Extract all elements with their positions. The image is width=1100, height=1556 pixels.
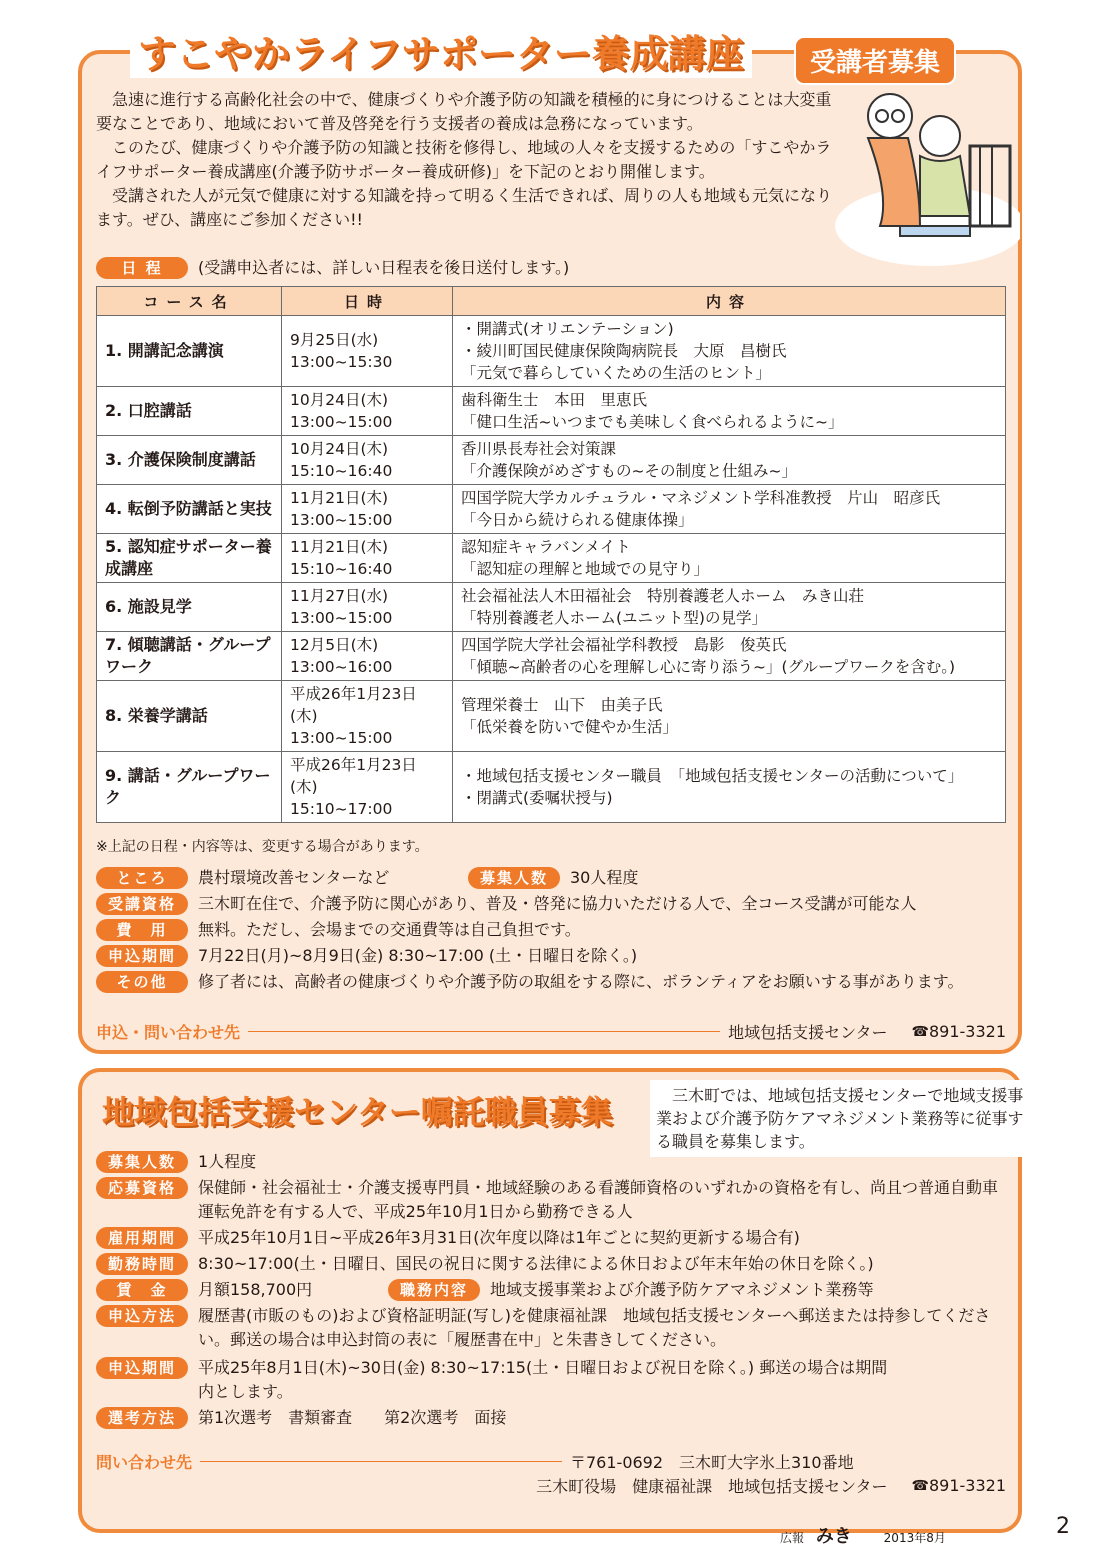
date-cell [282, 752, 453, 823]
detail-value: 8:30~17:00(土・日曜日、国民の祝日に関する法律による休日および年末年始の休日を除く。) [198, 1254, 874, 1273]
date-line: 15:10~16:40 [290, 462, 393, 480]
content-cell [453, 436, 1006, 485]
detail-row-fee [96, 918, 581, 942]
content-line: ・閉講式(委嘱状授与) [461, 789, 613, 807]
course-cell: 7. 傾聴講話・グループワーク [97, 632, 282, 681]
date-line: 13:00~15:30 [290, 353, 393, 371]
detail-label: 募集人数 [96, 1151, 188, 1173]
contact-label: 問い合わせ先 [96, 1453, 193, 1472]
section2-contact-org-line [96, 1474, 1006, 1497]
detail-row-qualification [96, 1176, 1006, 1224]
content-line: 「特別養護老人ホーム(ユニット型)の見学」 [461, 609, 767, 627]
content-line: 「今日から続けられる健康体操」 [461, 511, 694, 529]
table-header-row [97, 287, 1006, 316]
capacity-value: 30人程度 [570, 868, 639, 887]
date-cell [282, 534, 453, 583]
contact-tel: 891-3321 [928, 1476, 1006, 1495]
date-line: 11月21日(木) [290, 538, 389, 556]
date-line: 11月21日(木) [290, 489, 389, 507]
date-cell [282, 681, 453, 752]
intro-paragraph: 受講された人が元気で健康に対する知識を持って明るく生活できれば、周りの人も地域も元気になります。ぜひ、講座にご参加ください!! [96, 186, 833, 229]
detail-row-period [96, 944, 637, 968]
content-cell [453, 534, 1006, 583]
content-line: 歯科衛生士 本田 里恵氏 [461, 391, 648, 409]
contact-org: 地域包括支援センター [728, 1023, 888, 1042]
date-line: 13:00~15:00 [290, 413, 393, 431]
detail-row-wage [96, 1278, 874, 1302]
detail-value: 三木町在住で、介護予防に関心があり、普及・啓発に協力いただける人で、全コース受講が可能な人 [198, 894, 917, 913]
intro-paragraph: このたび、健康づくりや介護予防の知識と技術を修得し、地域の人々を支援するための「すこやかライフサポーター養成講座(介護予防サポーター養成研修)」を下記のとおり開催します。 [96, 138, 832, 181]
contact-tel: 891-3321 [928, 1022, 1006, 1041]
contact-org: 三木町役場 健康福祉課 地域包括支援センター [536, 1477, 888, 1496]
table-row [97, 387, 1006, 436]
date-line: 13:00~15:00 [290, 511, 393, 529]
date-line: 平成26年1月23日(木) [290, 756, 417, 796]
detail-value: 平成25年8月1日(木)~30日(金) 8:30~17:15(土・日曜日および祝日を除く。) 郵送の場合は期間内とします。 [198, 1358, 888, 1401]
detail-row-hours [96, 1252, 874, 1276]
duty-label: 職務内容 [388, 1279, 480, 1301]
detail-label: 勤務時間 [96, 1253, 188, 1275]
table-row [97, 436, 1006, 485]
content-cell [453, 485, 1006, 534]
column-header-content: 内容 [453, 287, 1006, 316]
date-line: 10月24日(木) [290, 440, 389, 458]
recruit-tag: 受講者募集 [794, 36, 956, 85]
detail-row-selection [96, 1406, 506, 1430]
content-line: ・開講式(オリエンテーション) [461, 320, 674, 338]
phone-icon: ☎ [911, 1023, 929, 1040]
detail-label: 選考方法 [96, 1407, 188, 1429]
detail-value: 無料。ただし、会場までの交通費等は自己負担です。 [198, 920, 581, 939]
date-cell [282, 316, 453, 387]
phone-icon: ☎ [911, 1477, 929, 1494]
capacity-label: 募集人数 [468, 867, 560, 889]
detail-row-place [96, 866, 638, 890]
course-cell: 5. 認知症サポーター養成講座 [97, 534, 282, 583]
footer-publication [780, 1522, 946, 1548]
section1-title: すこやかライフサポーター養成講座 [130, 30, 752, 78]
detail-value: 平成25年10月1日~平成26年3月31日(次年度以降は1年ごとに契約更新する場合有) [198, 1228, 800, 1247]
course-cell: 8. 栄養学講話 [97, 681, 282, 752]
detail-value: 7月22日(月)~8月9日(金) 8:30~17:00 (土・日曜日を除く。) [198, 946, 638, 965]
content-cell [453, 387, 1006, 436]
content-line: 管理栄養士 山下 由美子氏 [461, 696, 663, 714]
detail-value: 第1次選考 書類審査 第2次選考 面接 [198, 1408, 507, 1427]
content-line: 四国学院大学社会福祉学科教授 島影 俊英氏 [461, 636, 787, 654]
date-line: 15:10~16:40 [290, 560, 393, 578]
page-number: 2 [1056, 1514, 1070, 1539]
detail-row-application-period [96, 1356, 1006, 1404]
section1-contact [96, 1020, 1006, 1043]
content-line: 社会福祉法人木田福祉会 特別養護老人ホーム みき山荘 [461, 587, 865, 605]
date-line: 12月5日(木) [290, 636, 379, 654]
detail-label: 申込方法 [96, 1305, 188, 1327]
course-cell: 1. 開講記念講演 [97, 316, 282, 387]
section2-intro: 三木町では、地域包括支援センターで地域支援事業および介護予防ケアマネジメント業務等に従事する職員を募集します。 [650, 1080, 1032, 1157]
date-cell [282, 583, 453, 632]
date-cell [282, 632, 453, 681]
date-line: 13:00~15:00 [290, 729, 393, 747]
date-cell [282, 485, 453, 534]
course-cell: 4. 転倒予防講話と実技 [97, 485, 282, 534]
column-header-date: 日時 [282, 287, 453, 316]
contact-address: 〒761-0692 三木町大字氷上310番地 [570, 1453, 854, 1472]
content-cell [453, 583, 1006, 632]
content-line: 「元気で暮らしていくための生活のヒント」 [461, 364, 772, 382]
detail-row-other [96, 970, 963, 994]
content-line: 「傾聴~高齢者の心を理解し心に寄り添う~」(グループワークを含む。) [461, 658, 956, 676]
contact-label: 申込・問い合わせ先 [96, 1023, 241, 1042]
date-line: 15:10~17:00 [290, 800, 393, 818]
table-row [97, 316, 1006, 387]
content-line: 四国学院大学カルチュラル・マネジメント学科准教授 片山 昭彦氏 [461, 489, 941, 507]
detail-value: 修了者には、高齢者の健康づくりや介護予防の取組をする際に、ボランティアをお願いする事があります。 [198, 972, 964, 991]
date-line: 10月24日(木) [290, 391, 389, 409]
content-cell [453, 316, 1006, 387]
course-cell: 2. 口腔講話 [97, 387, 282, 436]
divider [200, 1461, 562, 1462]
detail-row-method [96, 1304, 1006, 1352]
caregiver-illustration [820, 76, 1020, 266]
detail-label: 応募資格 [96, 1177, 188, 1199]
divider [248, 1031, 720, 1032]
course-cell: 9. 講話・グループワーク [97, 752, 282, 823]
footer-logo: みき [815, 1526, 852, 1547]
table-row [97, 752, 1006, 823]
detail-value: 1人程度 [198, 1152, 257, 1171]
detail-label: 申込期間 [96, 1357, 188, 1379]
content-line: 「低栄養を防いで健やか生活」 [461, 718, 679, 736]
table-row [97, 485, 1006, 534]
detail-label: 受講資格 [96, 893, 188, 915]
schedule-note-footnote: ※上記の日程・内容等は、変更する場合があります。 [96, 839, 429, 855]
detail-row-employment [96, 1226, 800, 1250]
column-header-course: コース名 [97, 287, 282, 316]
course-cell: 6. 施設見学 [97, 583, 282, 632]
detail-label: 雇用期間 [96, 1227, 188, 1249]
content-line: 「健口生活~いつまでも美味しく食べられるように~」 [461, 413, 844, 431]
detail-value: 履歴書(市販のもの)および資格証明証(写し)を健康福祉課 地域包括支援センターへ郵送または持参してください。郵送の場合は申込封筒の表に「履歴書在中」と朱書きしてください。 [198, 1306, 991, 1349]
content-cell [453, 752, 1006, 823]
duty-value: 地域支援事業および介護予防ケアマネジメント業務等 [490, 1280, 874, 1299]
detail-label: 費 用 [96, 919, 188, 941]
content-line: 認知症キャラバンメイト [461, 538, 631, 556]
date-line: 9月25日(水) [290, 331, 379, 349]
content-line: 「介護保険がめざすもの~その制度と仕組み~」 [461, 462, 797, 480]
content-line: 香川県長寿社会対策課 [461, 440, 617, 458]
detail-value: 農村環境改善センターなど [198, 868, 390, 887]
table-row [97, 534, 1006, 583]
section2-contact [96, 1450, 1006, 1473]
content-line: ・綾川町国民健康保険陶病院長 大原 昌樹氏 [461, 342, 787, 360]
section1-intro [96, 88, 846, 232]
course-cell: 3. 介護保険制度講話 [97, 436, 282, 485]
detail-label: 申込期間 [96, 945, 188, 967]
content-cell [453, 632, 1006, 681]
date-line: 13:00~15:00 [290, 609, 393, 627]
date-cell [282, 436, 453, 485]
schedule-heading-row [96, 256, 569, 280]
table-row [97, 583, 1006, 632]
table-row [97, 681, 1006, 752]
footer-date: 2013年8月 [883, 1531, 946, 1545]
detail-value: 保健師・社会福祉士・介護支援専門員・地域経験のある看護師資格のいずれかの資格を有し、尚且つ普通自動車運転免許を有する人で、平成25年10月1日から勤務できる人 [198, 1178, 999, 1221]
date-line: 13:00~16:00 [290, 658, 393, 676]
schedule-note: (受講申込者には、詳しい日程表を後日送付します。) [198, 258, 570, 277]
footer-label: 広報 [780, 1531, 805, 1545]
detail-row-count [96, 1150, 256, 1174]
content-line: ・地域包括支援センター職員 「地域包括支援センターの活動について」 [461, 767, 964, 785]
section2-title: 地域包括支援センター嘱託職員募集 [102, 1093, 613, 1131]
intro-paragraph: 急速に進行する高齢化社会の中で、健康づくりや介護予防の知識を積極的に身につけることは大変重要なことであり、地域において普及啓発を行う支援者の養成は急務になっています。 [96, 90, 832, 133]
content-cell [453, 681, 1006, 752]
detail-value: 月額158,700円 [198, 1280, 313, 1299]
date-line: 平成26年1月23日(木) [290, 685, 417, 725]
detail-label: ところ [96, 867, 188, 889]
table-row [97, 632, 1006, 681]
detail-label: 賃 金 [96, 1279, 188, 1301]
schedule-label: 日 程 [96, 257, 188, 279]
detail-label: その他 [96, 971, 188, 993]
date-cell [282, 387, 453, 436]
date-line: 11月27日(水) [290, 587, 389, 605]
detail-row-eligibility [96, 892, 917, 916]
content-line: 「認知症の理解と地域での見守り」 [461, 560, 710, 578]
schedule-table [96, 286, 1006, 823]
